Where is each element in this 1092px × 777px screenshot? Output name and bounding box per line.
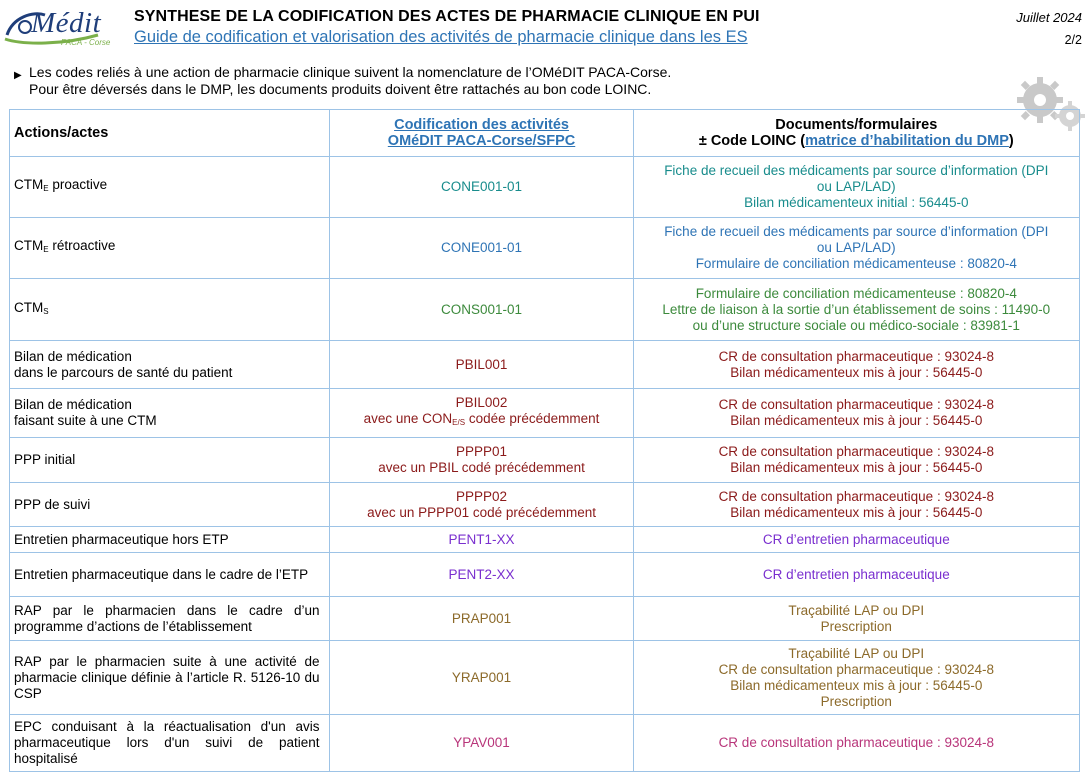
logo-subtext: PACA - Corse bbox=[61, 38, 111, 47]
docs-cell: CR d’entretien pharmaceutique bbox=[633, 527, 1079, 553]
header-documents-line1: Documents/formulaires bbox=[775, 117, 938, 133]
action-cell: PPP de suivi bbox=[10, 483, 330, 527]
table-row bbox=[10, 641, 1080, 715]
code-cell: PRAP001 bbox=[330, 597, 633, 641]
docs-cell: Fiche de recueil des médicaments par source d’information (DPI ou LAP/LAD) Formulaire de conciliation médicamenteuse : 80820-4 bbox=[633, 218, 1079, 279]
table-row bbox=[10, 279, 1080, 341]
code-cell: YPAV001 bbox=[330, 715, 633, 772]
docs-cell: CR de consultation pharmaceutique : 93024-8 Bilan médicamenteux mis à jour : 56445-0 bbox=[633, 438, 1079, 483]
table-header-row bbox=[10, 110, 1080, 157]
code-cell: PBIL001 bbox=[330, 341, 633, 389]
table-row bbox=[10, 157, 1080, 218]
action-cell: $CTM_E$ proactive bbox=[10, 157, 330, 218]
action-cell: Bilan de médication faisant suite à une CTM bbox=[10, 389, 330, 438]
triangle-bullet-icon: ▶ bbox=[14, 70, 22, 81]
header-loinc-prefix: ± Code LOINC ( bbox=[698, 133, 806, 149]
docs-cell: Traçabilité LAP ou DPI Prescription bbox=[633, 597, 1079, 641]
table-row bbox=[10, 527, 1080, 553]
logo-text: Médit bbox=[31, 7, 102, 39]
action-cell: $CTM_E$ rétroactive bbox=[10, 218, 330, 279]
code-cell: CONS001-01 bbox=[330, 279, 633, 341]
code-cell: PPPP02 avec un PPPP01 codé précédemment bbox=[330, 483, 633, 527]
action-cell: Bilan de médication dans le parcours de santé du patient bbox=[10, 341, 330, 389]
docs-cell: Fiche de recueil des médicaments par source d’information (DPI ou LAP/LAD) Bilan médicamenteux initial : 56445-0 bbox=[633, 157, 1079, 218]
table-row bbox=[10, 218, 1080, 279]
header-documents-line2 bbox=[638, 133, 1075, 149]
action-cell: $CTM_S$ bbox=[10, 279, 330, 341]
page-number: 2/2 bbox=[1064, 33, 1082, 47]
docs-cell: Traçabilité LAP ou DPI CR de consultation pharmaceutique : 93024-8 Bilan médicamenteux mis à jour : 56445-0 Prescription bbox=[633, 641, 1079, 715]
code-cell: PPPP01 avec un PBIL codé précédemment bbox=[330, 438, 633, 483]
action-cell: RAP par le pharmacien suite à une activité de pharmacie clinique définie à l’article R. 5126-10 du CSP bbox=[10, 641, 330, 715]
code-cell: PENT1-XX bbox=[330, 527, 633, 553]
intro-line-1: Les codes reliés à une action de pharmacie clinique suivent la nomenclature de l’OMéDIT PACA-Corse. bbox=[29, 64, 672, 80]
code-cell: CONE001-01 bbox=[330, 218, 633, 279]
omedit-logo bbox=[3, 5, 121, 47]
table-row bbox=[10, 341, 1080, 389]
docs-cell: CR de consultation pharmaceutique : 93024-8 bbox=[633, 715, 1079, 772]
intro-line-2: Pour être déversés dans le DMP, les documents produits doivent être rattachés au bon code LOINC. bbox=[29, 81, 652, 97]
docs-cell: CR de consultation pharmaceutique : 93024-8 Bilan médicamenteux mis à jour : 56445-0 bbox=[633, 483, 1079, 527]
action-cell: RAP par le pharmacien dans le cadre d’un programme d’actions de l’établissement bbox=[10, 597, 330, 641]
docs-cell: CR de consultation pharmaceutique : 93024-8 Bilan médicamenteux mis à jour : 56445-0 bbox=[633, 389, 1079, 438]
code-cell: CONE001-01 bbox=[330, 157, 633, 218]
dmp-matrix-link[interactable]: matrice d’habilitation du DMP bbox=[805, 133, 1009, 149]
code-cell: PENT2-XX bbox=[330, 553, 633, 597]
table-row bbox=[10, 715, 1080, 772]
action-cell: Entretien pharmaceutique hors ETP bbox=[10, 527, 330, 553]
docs-cell: CR d’entretien pharmaceutique bbox=[633, 553, 1079, 597]
document-date: Juillet 2024 bbox=[1016, 10, 1082, 25]
docs-cell: CR de consultation pharmaceutique : 93024-8 Bilan médicamenteux mis à jour : 56445-0 bbox=[633, 341, 1079, 389]
table-row bbox=[10, 553, 1080, 597]
header-codification[interactable] bbox=[330, 110, 633, 157]
action-cell: EPC conduisant à la réactualisation d'un avis pharmaceutique lors d'un suivi de patient hospitalisé bbox=[10, 715, 330, 772]
code-cell: PBIL002 avec une $CON_{E/S}$ codée précédemment bbox=[330, 389, 633, 438]
action-cell: PPP initial bbox=[10, 438, 330, 483]
code-cell: YRAP001 bbox=[330, 641, 633, 715]
guide-link[interactable]: Guide de codification et valorisation des activités de pharmacie clinique dans les ES bbox=[134, 28, 748, 46]
header-documents bbox=[633, 110, 1079, 157]
action-cell: Entretien pharmaceutique dans le cadre de l’ETP bbox=[10, 553, 330, 597]
codification-table bbox=[9, 109, 1080, 772]
header-codification-line1[interactable]: Codification des activités bbox=[394, 117, 569, 133]
header-codification-line2[interactable]: OMéDIT PACA-Corse/SFPC bbox=[387, 133, 576, 149]
header-actions: Actions/actes bbox=[10, 110, 330, 157]
document-title: SYNTHESE DE LA CODIFICATION DES ACTES DE PHARMACIE CLINIQUE EN PUI bbox=[134, 8, 760, 25]
header-loinc-suffix: ) bbox=[1008, 133, 1014, 149]
table-row bbox=[10, 597, 1080, 641]
table-row bbox=[10, 483, 1080, 527]
docs-cell: Formulaire de conciliation médicamenteuse : 80820-4 Lettre de liaison à la sortie d’un établissement de soins : 11490-0 ou d’une structure sociale ou médico-sociale : 83981-1 bbox=[633, 279, 1079, 341]
table-row bbox=[10, 389, 1080, 438]
table-row bbox=[10, 438, 1080, 483]
